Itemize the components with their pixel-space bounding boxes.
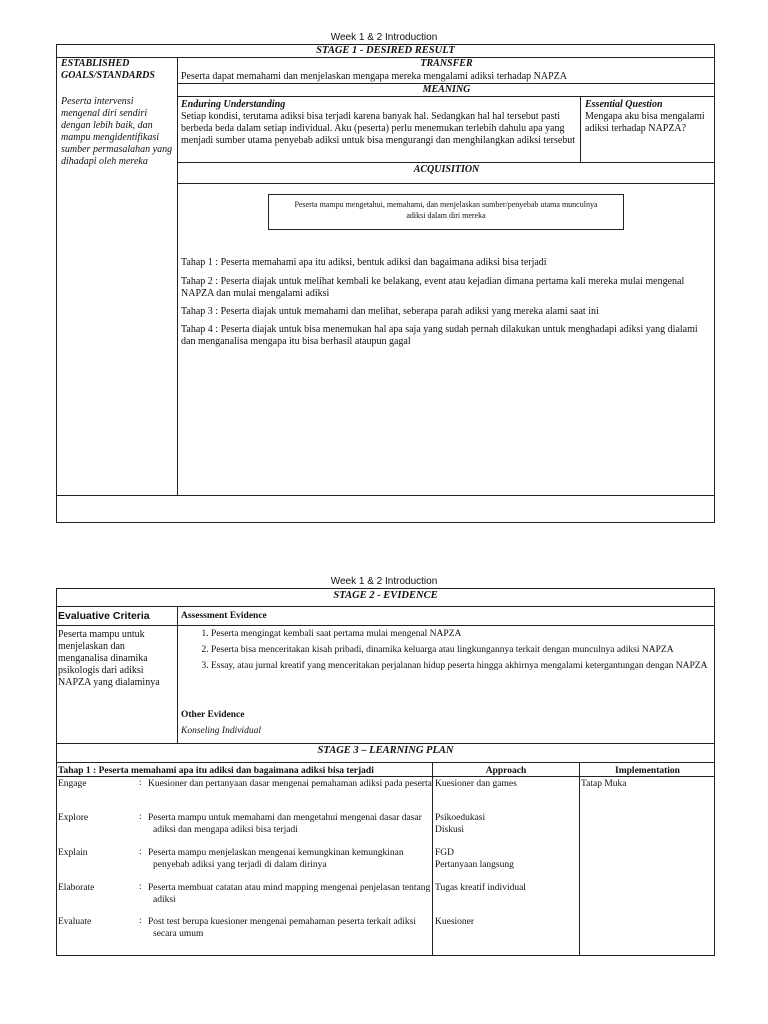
plan-row-desc: Peserta mampu untuk memahami dan mengetahui mengenai dasar dasar adiksi dan mengapa adiksi bisa terjadi [148, 813, 422, 835]
approach-label: Approach [485, 766, 527, 776]
plan-row-colon: : [139, 812, 142, 822]
plan-row-colon: : [139, 778, 142, 788]
goals-text: Peserta intervensi mengenal diri sendiri dengan lebih baik, dan mampu mengidentifikasi sumber permasalahan yang dihadapi oleh mereka [61, 96, 173, 167]
plan-header: Tahap 1 : Peserta memahami apa itu adiksi dan bagaimana adiksi bisa terjadi [58, 766, 374, 776]
evidence-item: 3. Essay, atau jurnal kreatif yang menceritakan perjalanan hidup peserta hingga akhirnya mengalami ketergantungan dengan NAPZA [211, 660, 731, 672]
tahap-2: Tahap 2 : Peserta diajak untuk melihat kembali ke belakang, event atau kejadian dimana pertama kali mereka mulai mengenal NAPZA dan mulai mengalami adiksi [181, 276, 685, 299]
acquisition-summary-text: Peserta mampu mengetahui, memahami, dan menjelaskan sumber/penyebab utama munculnya adiksi dalam diri mereka [294, 200, 598, 220]
implementation-label: Implementation [615, 766, 680, 776]
plan-row-phase: Explore [58, 813, 89, 823]
plan-row-colon: : [139, 882, 142, 892]
stage-3-title: STAGE 3 – LEARNING PLAN [317, 745, 454, 756]
evidence-item: 2. Peserta bisa menceritakan kisah pribadi, dinamika keluarga atau lingkungannya terkait dengan munculnya adiksi NAPZA [211, 644, 731, 656]
evidence-item: 1. Peserta mengingat kembali saat pertama mulai mengenal NAPZA [211, 628, 731, 640]
implementation-text: Tatap Muka [581, 779, 627, 789]
plan-row-colon: : [139, 916, 142, 926]
plan-row-phase: Elaborate [58, 883, 95, 893]
plan-row-desc: Peserta membuat catatan atau mind mapping mengenai penjelasan tentang adiksi [148, 883, 431, 905]
plan-row-approach: Tugas kreatif individual [435, 883, 526, 893]
plan-row-desc: Kuesioner dan pertanyaan dasar mengenai pemahaman adiksi pada peserta [148, 779, 432, 789]
page-header-week-1: Week 1 & 2 Introduction [330, 32, 438, 43]
stage-2-title: STAGE 2 - EVIDENCE [333, 590, 438, 601]
tahap-4: Tahap 4 : Peserta diajak untuk bisa menemukan hal apa saja yang sudah pernah dilakukan untuk menghadapi adiksi yang dialami dan menganalisa mengapa itu bisa berhasil ataupun gagal [181, 324, 698, 347]
page-header-week-2: Week 1 & 2 Introduction [330, 576, 438, 587]
assessment-evidence-label: Assessment Evidence [181, 611, 267, 621]
essential-text: Mengapa aku bisa mengalami adiksi terhadap NAPZA? [585, 111, 705, 134]
plan-row-phase: Engage [58, 779, 87, 789]
plan-row-approach: Kuesioner dan games [435, 779, 517, 789]
acquisition-label: ACQUISITION [413, 164, 480, 175]
stage-1-title: STAGE 1 - DESIRED RESULT [316, 45, 455, 56]
evaluative-criteria-label: Evaluative Criteria [58, 610, 150, 622]
other-evidence-text: Konseling Individual [181, 726, 261, 736]
plan-row-colon: : [139, 847, 142, 857]
tahap-1: Tahap 1 : Peserta memahami apa itu adiksi, bentuk adiksi dan bagaimana adiksi bisa terjadi [181, 257, 547, 268]
evaluative-criteria-text: Peserta mampu untuk menjelaskan dan menganalisa dinamika psikologis dari adiksi NAPZA yang dialaminya [58, 629, 160, 688]
plan-row-approach: Psikoedukasi Diskusi [435, 813, 486, 835]
enduring-text: Setiap kondisi, terutama adiksi bisa terjadi karena banyak hal. Sedangkan hal hal tersebut pasti berbeda beda dalam setiap individual. Aku (peserta) perlu menemukan terlebih dahulu apa yang menjadi sumber utama penyebab adiksi untuk bisa mengurangi dan menghilangkan adiksi tersebut [181, 111, 576, 146]
plan-row-phase: Explain [58, 848, 88, 858]
essential-label: Essential Question [585, 99, 663, 110]
goals-title: ESTABLISHED GOALS/STANDARDS [61, 58, 155, 81]
evidence-list [183, 628, 731, 676]
plan-row-phase: Evaluate [58, 917, 92, 927]
enduring-label: Enduring Understanding [181, 99, 286, 110]
plan-row-desc: Post test berupa kuesioner mengenai pemahaman peserta terkait adiksi secara umum [148, 917, 417, 939]
plan-row-approach: FGD Pertanyaan langsung [435, 848, 514, 870]
transfer-text: Peserta dapat memahami dan menjelaskan mengapa mereka mengalami adiksi terhadap NAPZA [181, 71, 567, 82]
other-evidence-label: Other Evidence [181, 710, 245, 720]
plan-row-desc: Peserta mampu menjelaskan mengenai kemungkinan kemungkinan penyebab adiksi yang terjadi di dalam dirinya [148, 848, 404, 870]
tahap-3: Tahap 3 : Peserta diajak untuk memahami dan melihat, seberapa parah adiksi yang mereka alami saat ini [181, 306, 599, 317]
meaning-label: MEANING [422, 84, 471, 95]
transfer-label: TRANSFER [420, 58, 473, 69]
plan-row-approach: Kuesioner [435, 917, 475, 927]
